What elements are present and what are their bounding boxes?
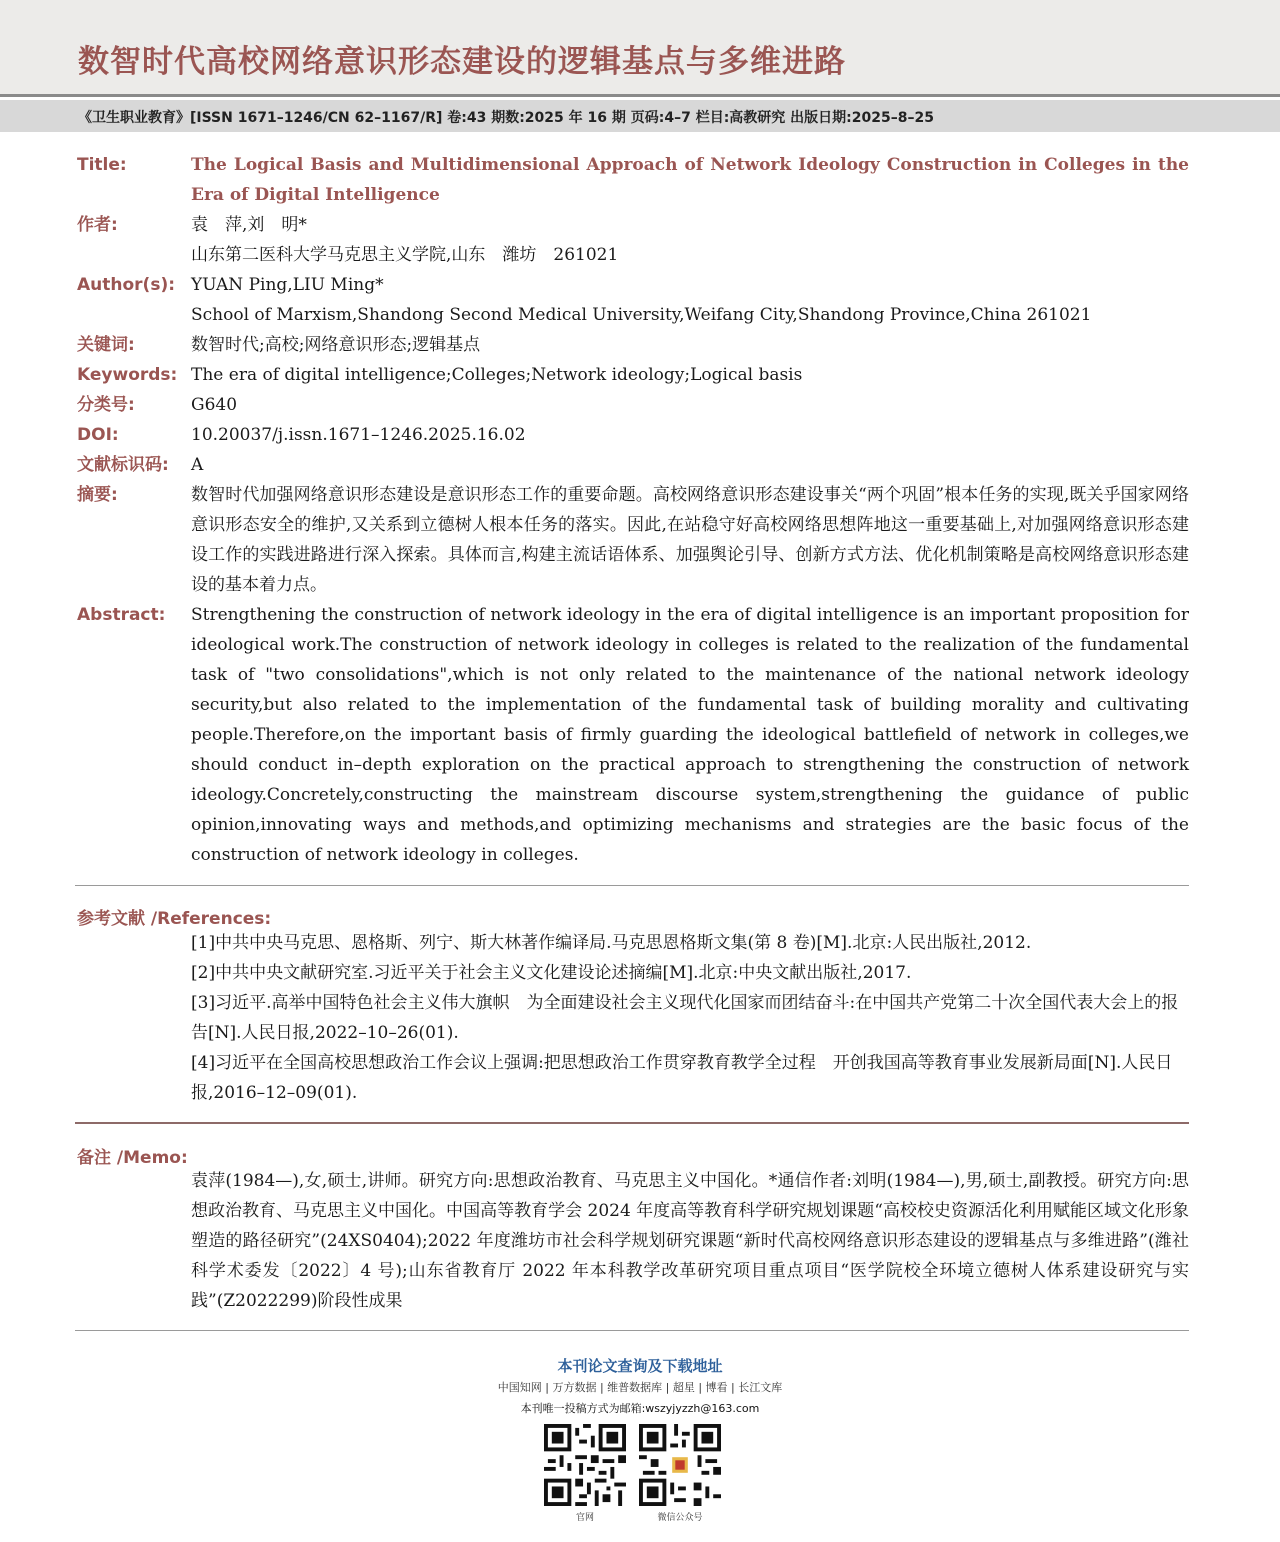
memo-text: 袁萍(1984—),女,硕士,讲师。研究方向:思想政治教育、马克思主义中国化。*通信作者:刘明(1984—),男,硕士,副教授。研究方向:思想政治教育、马克思主义中国化。中国高等教育学会 2024 年度高等教育科学研究规划课题“高校校史资源活化利用赋能区域文化形象塑造的路径研究”(24XS0404);2022 年度潍坊市社会科学规划研究课题“新时代高校网络意识形态建设的逻辑基点与多维进路”(潍社科学术委发〔2022〕4 号);山东省教育厅 2022 年本科教学改革研究项目重点项目“医学院校全环境立德树人体系建设研究与实践”(Z2022299)阶段性成果 bbox=[191, 1171, 1189, 1311]
website-qr-code[interactable] bbox=[544, 1424, 626, 1506]
references-label: 参考文献 /References: bbox=[77, 909, 272, 929]
title-label: Title: bbox=[77, 155, 127, 175]
reference-item: [4]习近平在全国高校思想政治工作会议上强调:把思想政治工作贯穿教育教学全过程 开创我国高等教育事业发展新局面[N].人民日报,2016–12–09(01). bbox=[191, 1053, 1173, 1103]
author-en-label: Author(s): bbox=[77, 275, 176, 295]
author-zh-label: 作者: bbox=[77, 215, 118, 235]
abstract-zh-label: 摘要: bbox=[77, 485, 118, 505]
memo-label: 备注 /Memo: bbox=[77, 1148, 188, 1168]
classification-label: 分类号: bbox=[77, 395, 135, 415]
abstract-en-label: Abstract: bbox=[77, 605, 166, 625]
divider-memo bbox=[75, 1122, 1189, 1124]
footer-email: 本刊唯一投稿方式为邮箱:wszyjyzzh@163.com bbox=[520, 1402, 760, 1415]
document-code-label: 文献标识码: bbox=[77, 455, 169, 475]
reference-item: [2]中共中央文献研究室.习近平关于社会主义文化建设论述摘编[M].北京:中央文献出版社,2017. bbox=[191, 963, 912, 983]
wechat-qr-label: 微信公众号 bbox=[657, 1513, 703, 1523]
divider-footer bbox=[75, 1330, 1189, 1331]
journal-info-bar bbox=[0, 100, 1280, 132]
english-title: The Logical Basis and Multidimensional Approach of Network Ideology Construction in Colleges in the Era of Digital Intelligence bbox=[191, 155, 1189, 205]
keywords-zh-label: 关键词: bbox=[77, 335, 135, 355]
doi-value: 10.20037/j.issn.1671–1246.2025.16.02 bbox=[191, 425, 526, 445]
affiliation-zh: 山东第二医科大学马克思主义学院,山东 潍坊 261021 bbox=[191, 245, 619, 265]
footer-title: 本刊论文查询及下载地址 bbox=[557, 1357, 723, 1375]
keywords-en-label: Keywords: bbox=[77, 365, 178, 385]
footer-databases: 中国知网 | 万方数据 | 维普数据库 | 超星 | 博看 | 长江文库 bbox=[497, 1381, 783, 1394]
keywords-zh-value: 数智时代;高校;网络意识形态;逻辑基点 bbox=[191, 335, 481, 355]
author-zh-value: 袁 萍,刘 明* bbox=[191, 215, 307, 235]
doi-label: DOI: bbox=[77, 425, 119, 445]
reference-item: [1]中共中央马克思、恩格斯、列宁、斯大林著作编译局.马克思恩格斯文集(第 8 卷)[M].北京:人民出版社,2012. bbox=[191, 933, 1032, 953]
page-title: 数智时代高校网络意识形态建设的逻辑基点与多维进路 bbox=[78, 44, 846, 80]
document-code-value: A bbox=[191, 455, 204, 475]
abstract-en-text: Strengthening the construction of network ideology in the era of digital intelligence is an important proposition for ideological work.The construction of network ideology in colleges is related to the realization of the fundamental task of "two consolidations",which is not only related to the maintenance of the national network ideology security,but also related to the implementation of the fundamental task of building morality and cultivating people.Therefore,on the important basis of firmly guarding the ideological battlefield of network in colleges,we should conduct in–depth exploration on the practical approach to strengthening the construction of network ideology.Concretely,constructing the mainstream discourse system,strengthening the guidance of public opinion,innovating ways and methods,and optimizing mechanisms and strategies are the basic focus of the construction of network ideology in colleges. bbox=[191, 605, 1189, 865]
affiliation-en: School of Marxism,Shandong Second Medical University,Weifang City,Shandong Province,China 261021 bbox=[191, 305, 1092, 325]
header-rule bbox=[0, 94, 1280, 97]
author-en-value: YUAN Ping,LIU Ming* bbox=[191, 275, 384, 295]
keywords-en-value: The era of digital intelligence;Colleges;Network ideology;Logical basis bbox=[191, 365, 803, 385]
classification-value: G640 bbox=[191, 395, 238, 415]
divider-references bbox=[75, 885, 1189, 886]
journal-info-text: 《卫生职业教育》[ISSN 1671–1246/CN 62–1167/R] 卷:43 期数:2025 年 16 期 页码:4–7 栏目:高教研究 出版日期:2025–8–25 bbox=[78, 110, 934, 126]
wechat-qr-code[interactable] bbox=[639, 1424, 721, 1506]
website-qr-label: 官网 bbox=[575, 1513, 594, 1523]
reference-item: [3]习近平.高举中国特色社会主义伟大旗帜 为全面建设社会主义现代化国家而团结奋斗:在中国共产党第二十次全国代表大会上的报告[N].人民日报,2022–10–26(01). bbox=[191, 993, 1179, 1043]
abstract-zh-text: 数智时代加强网络意识形态建设是意识形态工作的重要命题。高校网络意识形态建设事关“两个巩固”根本任务的实现,既关乎国家网络意识形态安全的维护,又关系到立德树人根本任务的落实。因此,在站稳守好高校网络思想阵地这一重要基础上,对加强网络意识形态建设工作的实践进路进行深入探索。具体而言,构建主流话语体系、加强舆论引导、创新方式方法、优化机制策略是高校网络意识形态建设的基本着力点。 bbox=[191, 485, 1189, 595]
